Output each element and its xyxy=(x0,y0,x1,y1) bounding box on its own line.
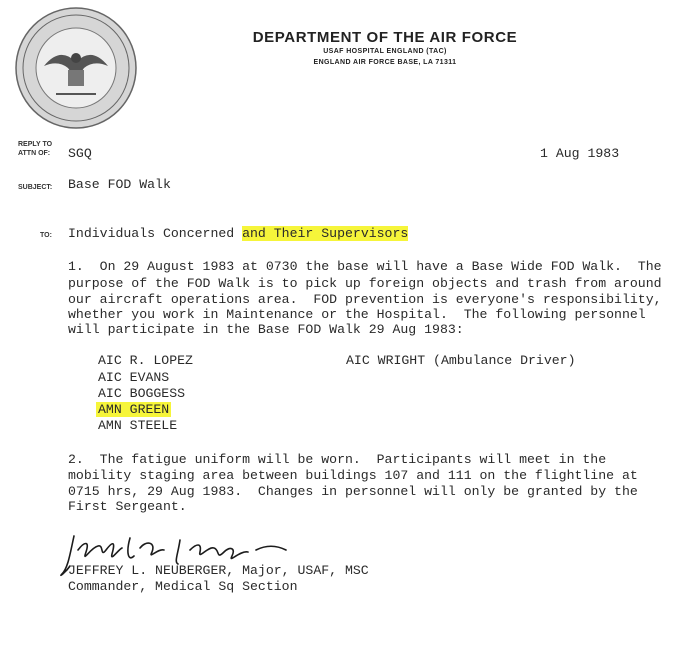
paragraph-line: will participate in the Base FOD Walk 29 Aug 1983: xyxy=(68,322,464,337)
personnel-item: AIC EVANS xyxy=(98,370,170,385)
department-seal xyxy=(14,6,138,130)
signer-name: JEFFREY L. NEUBERGER, Major, USAF, MSC xyxy=(68,563,369,578)
to-label: TO: xyxy=(40,232,52,239)
paragraph-line: 2. The fatigue uniform will be worn. Participants will meet in the xyxy=(68,452,607,467)
unit-name: USAF HOSPITAL ENGLAND (TAC) xyxy=(323,48,447,55)
paragraph-line: 1. On 29 August 1983 at 0730 the base will have a Base Wide FOD Walk. The xyxy=(68,259,662,274)
to-highlighted: and Their Supervisors xyxy=(242,226,409,241)
paragraph-line: 0715 hrs, 29 Aug 1983. Changes in personnel will only be granted by the xyxy=(68,484,638,499)
personnel-item: AIC WRIGHT (Ambulance Driver) xyxy=(346,353,576,368)
paragraph-line: First Sergeant. xyxy=(68,499,187,514)
letter-date: 1 Aug 1983 xyxy=(540,146,620,161)
base-address: ENGLAND AIR FORCE BASE, LA 71311 xyxy=(313,59,457,66)
signer-title: Commander, Medical Sq Section xyxy=(68,579,298,594)
subject-value: Base FOD Walk xyxy=(68,177,171,192)
paragraph-line: whether you work in Maintenance or the Hospital. The following personnel xyxy=(68,307,646,322)
personnel-item-highlighted: AMN GREEN xyxy=(98,402,170,417)
reply-to-label: REPLY TO ATTN OF: xyxy=(18,141,53,157)
paragraph-line: mobility staging area between buildings 107 and 111 on the flightline at xyxy=(68,468,638,483)
department-title: DEPARTMENT OF THE AIR FORCE xyxy=(252,29,518,46)
to-line xyxy=(68,226,408,242)
reply-value: SGQ xyxy=(68,146,92,161)
to-recipients: Individuals Concerned xyxy=(68,226,243,241)
paragraph-line: purpose of the FOD Walk is to pick up foreign objects and trash from around xyxy=(68,276,662,291)
paragraph-line: our aircraft operations area. FOD prevention is everyone's responsibility, xyxy=(68,292,662,307)
subject-label: SUBJECT: xyxy=(18,184,53,191)
personnel-item: AMN STEELE xyxy=(98,418,178,433)
personnel-item: AIC BOGGESS xyxy=(98,386,186,401)
personnel-item: AIC R. LOPEZ xyxy=(98,353,193,368)
